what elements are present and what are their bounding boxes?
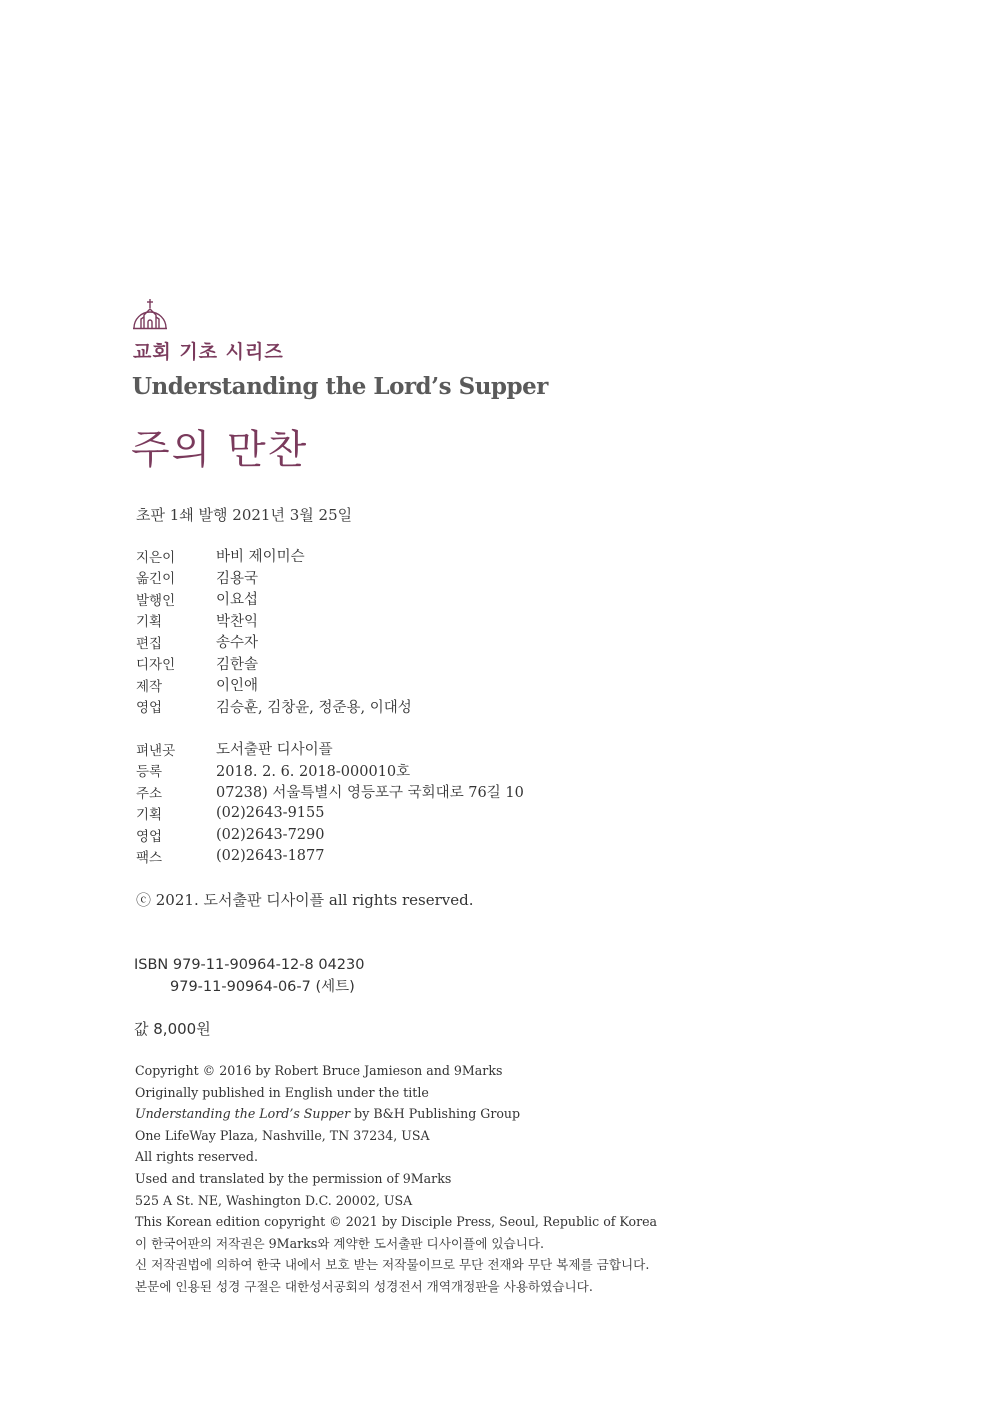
publisher-value: 07238) 서울특별시 영등포구 국회대로 76길 10	[216, 785, 524, 802]
publisher-value: (02)2643-9155	[216, 805, 325, 822]
publisher-value: (02)2643-7290	[216, 826, 325, 843]
korean-title: 주의 만찬	[131, 427, 309, 473]
english-title: Understanding the Lord’s Supper	[132, 373, 548, 400]
credit-value: 이요섭	[216, 592, 259, 609]
credit-row	[136, 696, 636, 718]
original-publisher: by B&H Publishing Group	[350, 1106, 521, 1122]
credit-row	[136, 567, 636, 589]
publisher-label: 기획	[136, 807, 163, 824]
publisher-row	[136, 824, 656, 846]
credit-row	[136, 631, 636, 653]
credit-value: 박찬익	[216, 613, 259, 630]
credit-value: 송수자	[216, 635, 259, 652]
legal-line: Originally published in English under the title	[135, 1084, 429, 1100]
credit-label: 옮긴이	[136, 571, 176, 588]
credits-list	[136, 545, 636, 717]
isbn-line: ISBN 979-11-90964-12-8 04230	[134, 957, 365, 973]
publisher-label: 영업	[136, 828, 163, 845]
credit-label: 발행인	[136, 592, 176, 609]
credit-label: 제작	[136, 678, 163, 695]
legal-line: 525 A St. NE, Washington D.C. 20002, USA	[135, 1192, 413, 1208]
credit-value: 이인애	[216, 678, 259, 695]
copyright-line: ⓒ 2021. 도서출판 디사이플 all rights reserved.	[136, 891, 474, 909]
legal-line: 이 한국어판의 저작권은 9Marks와 계약한 도서출판 디사이플에 있습니다.	[135, 1235, 545, 1251]
legal-line: 신 저작권법에 의하여 한국 내에서 보호 받는 저작물이므로 무단 전재와 무단 복제를 금합니다.	[135, 1257, 650, 1273]
credit-value: 김한솔	[216, 656, 259, 673]
legal-line: One LifeWay Plaza, Nashville, TN 37234, USA	[135, 1127, 430, 1143]
publisher-label: 팩스	[136, 850, 163, 867]
publisher-row	[136, 846, 656, 868]
credit-label: 지은이	[136, 549, 176, 566]
isbn-set-line: 979-11-90964-06-7 (세트)	[170, 979, 355, 995]
legal-line: 본문에 인용된 성경 구절은 대한성서공회의 성경전서 개역개정판을 사용하였습니다.	[135, 1278, 593, 1294]
publisher-info	[136, 738, 656, 867]
legal-line: Used and translated by the permission of 9Marks	[135, 1170, 452, 1186]
isbn-block	[134, 954, 364, 998]
credit-value: 김용국	[216, 570, 259, 587]
price: 값 8,000원	[134, 1020, 211, 1038]
credit-row	[136, 674, 636, 696]
publisher-label: 등록	[136, 764, 163, 781]
publisher-value: 도서출판 디사이플	[216, 742, 333, 759]
publisher-label: 주소	[136, 785, 163, 802]
publisher-value: 2018. 2. 6. 2018-000010호	[216, 763, 411, 780]
legal-line: This Korean edition copyright © 2021 by Disciple Press, Seoul, Republic of Korea	[135, 1214, 658, 1230]
legal-notice	[135, 1060, 695, 1298]
publisher-row	[136, 781, 656, 803]
credit-row	[136, 588, 636, 610]
credit-label: 디자인	[136, 657, 176, 674]
publisher-row	[136, 803, 656, 825]
credit-value: 바비 제이미슨	[216, 549, 305, 566]
credit-label: 영업	[136, 700, 163, 717]
edition-date: 초판 1쇄 발행 2021년 3월 25일	[136, 506, 353, 524]
legal-line	[135, 1103, 695, 1125]
credit-row	[136, 653, 636, 675]
publisher-row	[136, 738, 656, 760]
credit-row	[136, 610, 636, 632]
legal-line: Copyright © 2016 by Robert Bruce Jamieson and 9Marks	[135, 1063, 503, 1078]
series-label: 교회 기초 시리즈	[133, 341, 284, 363]
publisher-value: (02)2643-1877	[216, 848, 325, 865]
publisher-label: 펴낸곳	[136, 742, 176, 759]
credit-label: 편집	[136, 635, 163, 652]
credit-label: 기획	[136, 614, 163, 631]
credit-value: 김승훈, 김창윤, 정준용, 이대성	[216, 699, 412, 716]
legal-line: All rights reserved.	[135, 1149, 258, 1165]
original-title: Understanding the Lord’s Supper	[135, 1106, 351, 1122]
church-icon	[131, 295, 169, 331]
credit-row	[136, 545, 636, 567]
publisher-row	[136, 760, 656, 782]
